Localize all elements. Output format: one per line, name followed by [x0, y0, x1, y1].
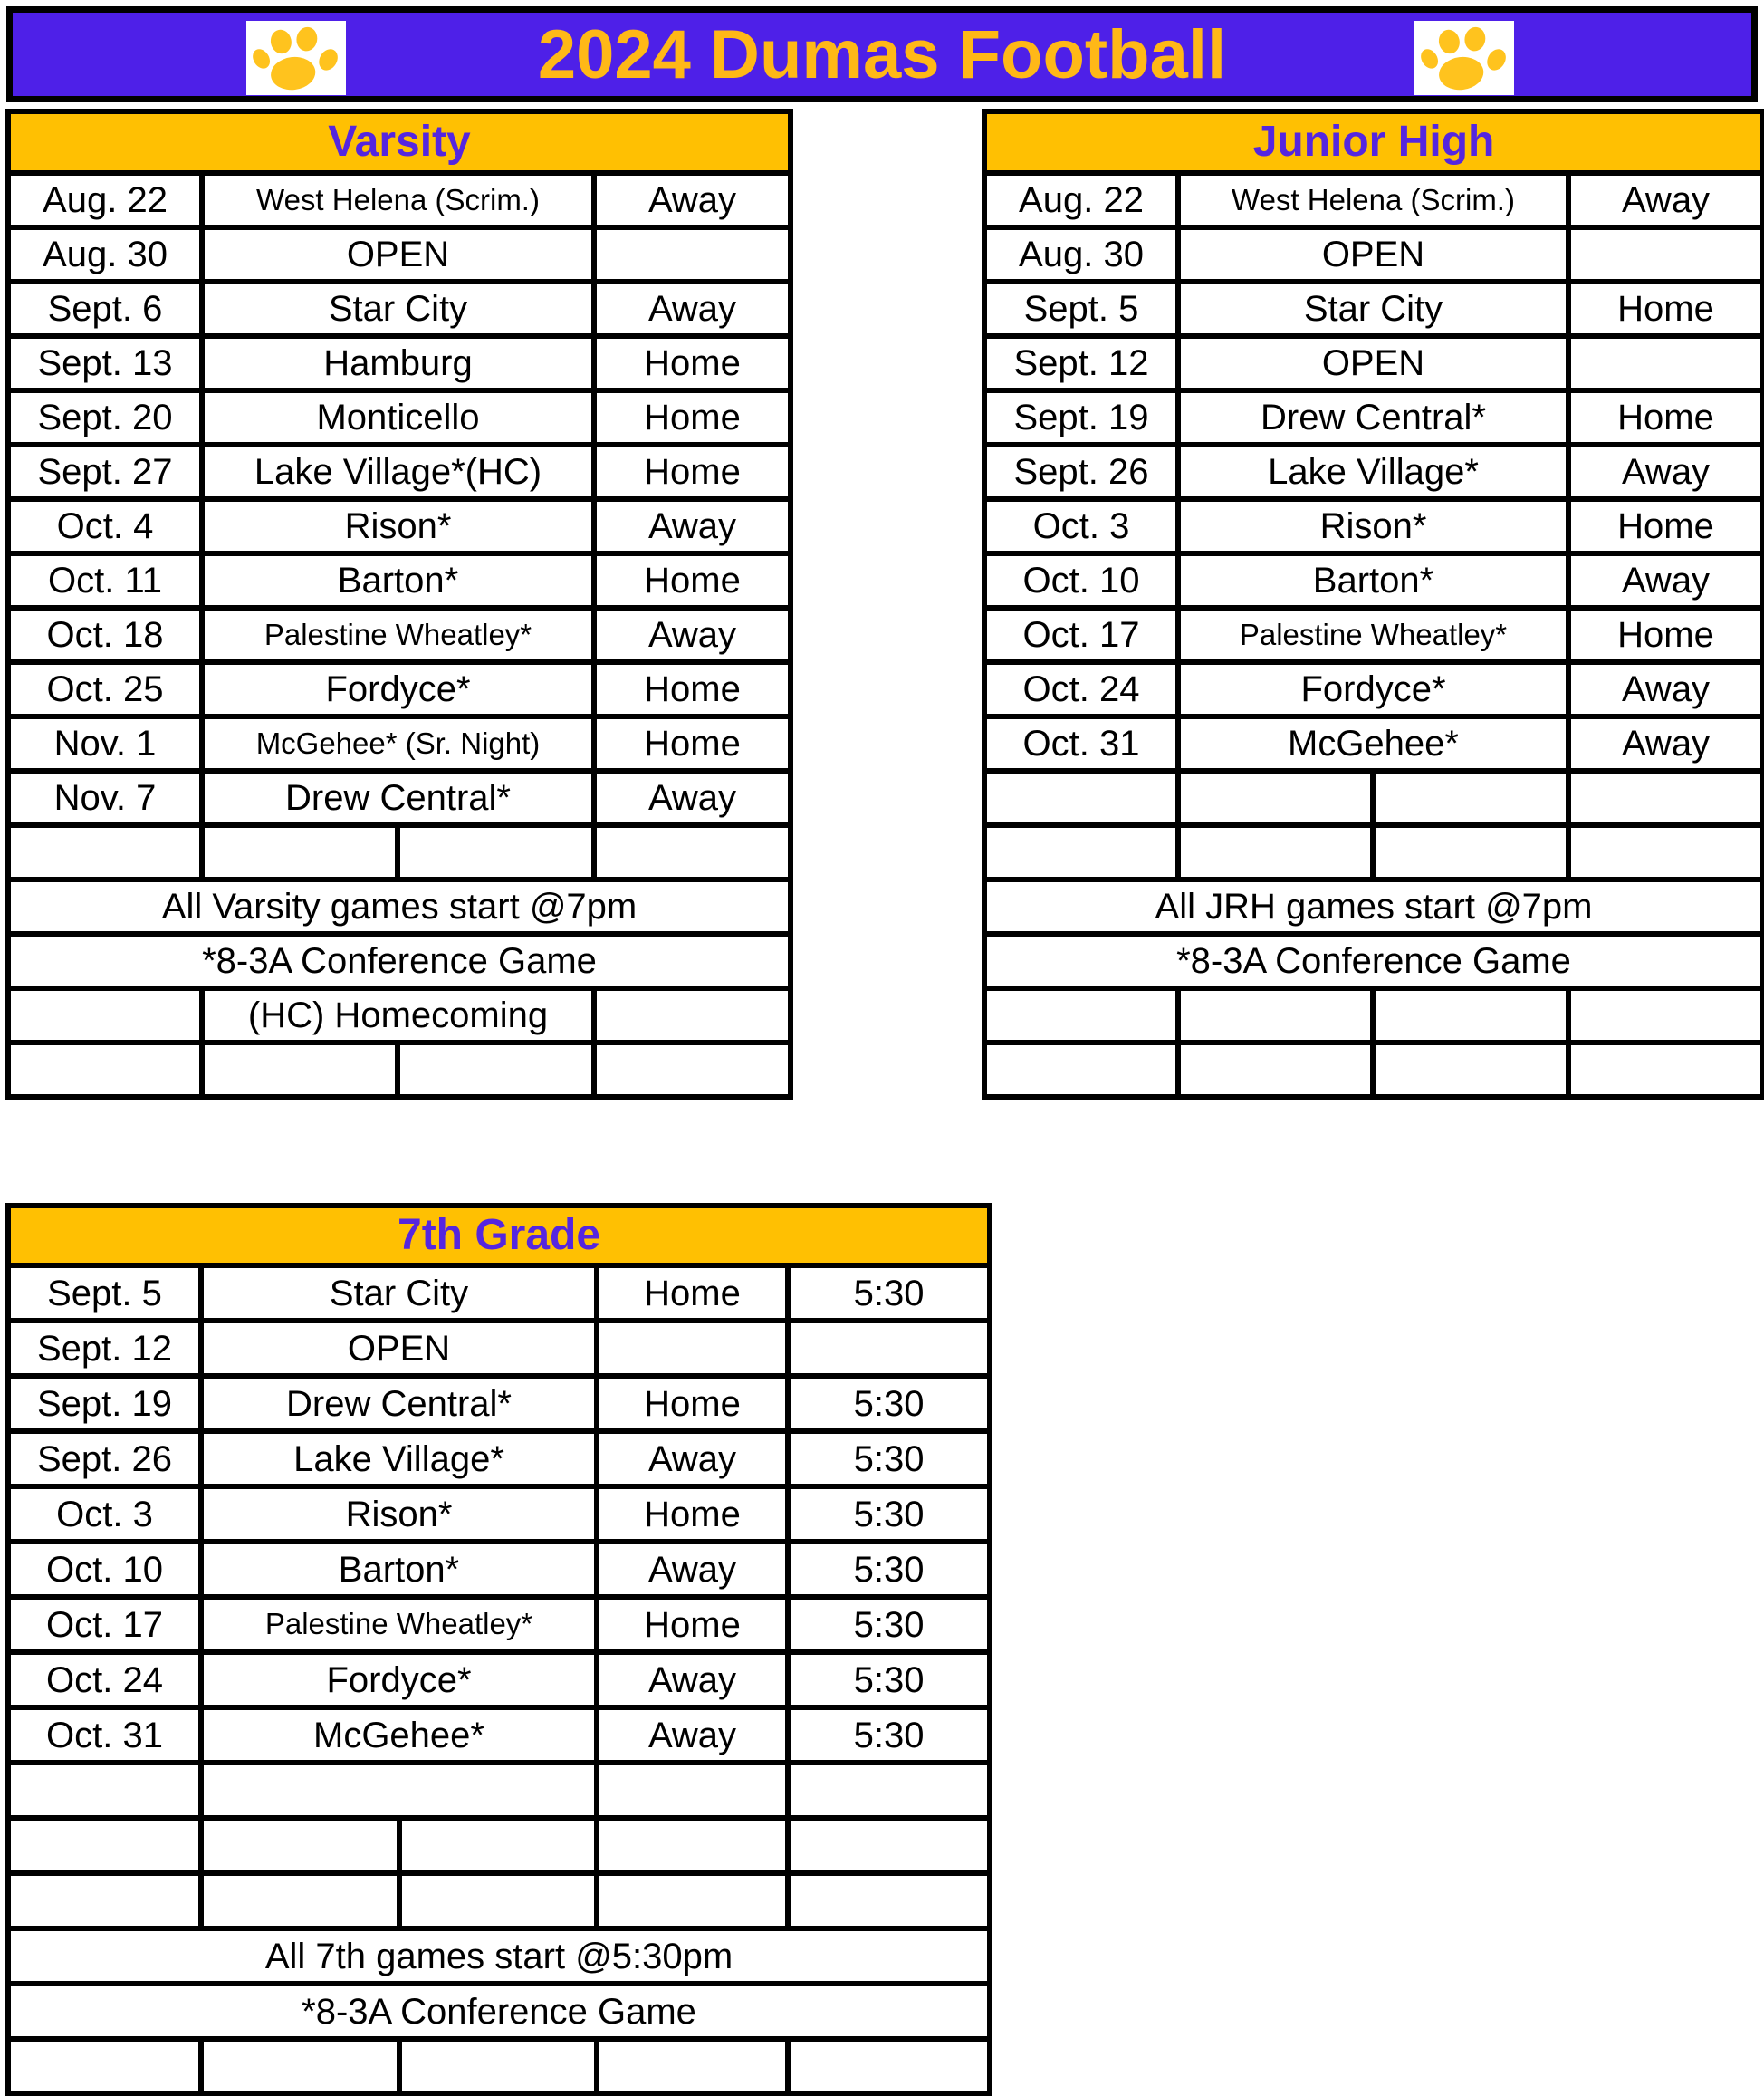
game-row [8, 1321, 990, 1376]
game-time: 5:30 [788, 1707, 990, 1763]
game-time: 5:30 [788, 1597, 990, 1652]
game-location: Away [594, 173, 791, 227]
varsity-note-conference: *8-3A Conference Game [8, 934, 791, 988]
empty-cell [597, 1763, 788, 1818]
game-location: Away [594, 499, 791, 553]
game-date: Oct. 10 [984, 553, 1178, 608]
note-row [8, 880, 791, 934]
empty-cell [1178, 825, 1373, 880]
game-opponent: Palestine Wheatley* [1178, 608, 1568, 662]
empty-cell [398, 825, 594, 880]
game-time [788, 1321, 990, 1376]
paw-icon [250, 24, 342, 91]
game-date: Aug. 30 [8, 227, 202, 282]
empty-cell [594, 1043, 791, 1097]
note-row [8, 934, 791, 988]
game-date: Oct. 31 [8, 1707, 201, 1763]
game-opponent: McGehee* [1178, 716, 1568, 771]
game-row [984, 282, 1763, 336]
empty-cell [8, 1763, 201, 1818]
game-opponent: Lake Village* [1178, 445, 1568, 499]
empty-cell [788, 1873, 990, 1928]
game-location: Home [594, 390, 791, 445]
game-opponent: Drew Central* [1178, 390, 1568, 445]
game-date: Oct. 24 [8, 1652, 201, 1707]
game-row [8, 1707, 990, 1763]
game-location: Away [597, 1542, 788, 1597]
empty-cell [984, 825, 1178, 880]
empty-cell [8, 1043, 202, 1097]
empty-cell [1373, 771, 1568, 825]
empty-cell [1373, 1043, 1568, 1097]
empty-row [8, 1818, 990, 1873]
game-row [984, 662, 1763, 716]
empty-cell [984, 1043, 1178, 1097]
game-opponent: Star City [202, 282, 594, 336]
note-row [984, 880, 1763, 934]
game-location: Home [1568, 499, 1763, 553]
game-date: Sept. 12 [984, 336, 1178, 390]
game-opponent: Drew Central* [202, 771, 594, 825]
seventh-note-conference: *8-3A Conference Game [8, 1984, 990, 2039]
game-opponent: Star City [201, 1265, 597, 1321]
empty-cell [201, 1873, 399, 1928]
empty-cell [1178, 1043, 1373, 1097]
game-row [984, 499, 1763, 553]
game-location: Home [597, 1597, 788, 1652]
empty-cell [594, 825, 791, 880]
paw-box-right [1414, 21, 1514, 95]
game-location [594, 227, 791, 282]
table-header-row [8, 111, 791, 173]
game-location: Away [597, 1431, 788, 1486]
game-location: Home [594, 445, 791, 499]
note-row [8, 988, 791, 1043]
empty-cell [1568, 988, 1763, 1043]
empty-cell [8, 1818, 201, 1873]
game-date: Oct. 18 [8, 608, 202, 662]
game-location: Home [594, 336, 791, 390]
game-row [8, 553, 791, 608]
game-location: Home [1568, 390, 1763, 445]
empty-cell [1373, 988, 1568, 1043]
varsity-header: Varsity [8, 111, 791, 173]
game-date: Sept. 12 [8, 1321, 201, 1376]
game-opponent: Barton* [201, 1542, 597, 1597]
game-row [984, 173, 1763, 227]
empty-cell [202, 825, 398, 880]
empty-row [8, 1763, 990, 1818]
varsity-note-homecoming: (HC) Homecoming [202, 988, 594, 1043]
empty-row [984, 771, 1763, 825]
empty-cell [399, 1873, 597, 1928]
game-row [8, 771, 791, 825]
game-location [1568, 336, 1763, 390]
game-time: 5:30 [788, 1486, 990, 1542]
game-date: Oct. 25 [8, 662, 202, 716]
empty-row [8, 1043, 791, 1097]
empty-cell [201, 1818, 399, 1873]
game-date: Sept. 27 [8, 445, 202, 499]
game-row [8, 1542, 990, 1597]
game-date: Oct. 3 [984, 499, 1178, 553]
empty-cell [594, 988, 791, 1043]
empty-row [8, 2039, 990, 2094]
game-location: Away [597, 1652, 788, 1707]
game-opponent: Rison* [201, 1486, 597, 1542]
game-opponent: Fordyce* [201, 1652, 597, 1707]
empty-cell [1568, 771, 1763, 825]
game-date: Sept. 19 [8, 1376, 201, 1431]
game-row [8, 499, 791, 553]
game-date: Sept. 5 [8, 1265, 201, 1321]
note-row [8, 1984, 990, 2039]
game-location: Home [597, 1486, 788, 1542]
game-date: Sept. 20 [8, 390, 202, 445]
game-row [984, 336, 1763, 390]
empty-cell [398, 1043, 594, 1097]
empty-cell [1178, 988, 1373, 1043]
game-opponent: Rison* [1178, 499, 1568, 553]
game-location: Away [594, 608, 791, 662]
game-date: Oct. 24 [984, 662, 1178, 716]
game-row [8, 390, 791, 445]
game-date: Nov. 1 [8, 716, 202, 771]
game-date: Oct. 10 [8, 1542, 201, 1597]
game-date: Oct. 3 [8, 1486, 201, 1542]
banner [6, 6, 1758, 102]
empty-cell [597, 1873, 788, 1928]
game-opponent: Lake Village*(HC) [202, 445, 594, 499]
game-time: 5:30 [788, 1652, 990, 1707]
game-opponent: West Helena (Scrim.) [1178, 173, 1568, 227]
game-date: Oct. 11 [8, 553, 202, 608]
jrh-note-start-time: All JRH games start @7pm [984, 880, 1763, 934]
page-title: 2024 Dumas Football [537, 15, 1227, 93]
game-date: Oct. 31 [984, 716, 1178, 771]
junior-high-header: Junior High [984, 111, 1763, 173]
game-date: Aug. 30 [984, 227, 1178, 282]
game-row [8, 1597, 990, 1652]
game-opponent: OPEN [202, 227, 594, 282]
table-header-row [984, 111, 1763, 173]
game-row [8, 1652, 990, 1707]
empty-cell [788, 1763, 990, 1818]
game-location: Away [1568, 445, 1763, 499]
game-row [984, 553, 1763, 608]
empty-cell [788, 1818, 990, 1873]
game-time: 5:30 [788, 1376, 990, 1431]
game-opponent: OPEN [1178, 227, 1568, 282]
empty-row [984, 1043, 1763, 1097]
game-date: Oct. 17 [8, 1597, 201, 1652]
game-opponent: Monticello [202, 390, 594, 445]
game-row [8, 1265, 990, 1321]
game-opponent: Fordyce* [1178, 662, 1568, 716]
game-row [8, 716, 791, 771]
game-date: Sept. 19 [984, 390, 1178, 445]
varsity-note-start-time: All Varsity games start @7pm [8, 880, 791, 934]
game-location: Away [1568, 173, 1763, 227]
jrh-note-conference: *8-3A Conference Game [984, 934, 1763, 988]
empty-cell [597, 2039, 788, 2094]
game-opponent: Lake Village* [201, 1431, 597, 1486]
game-opponent: Palestine Wheatley* [202, 608, 594, 662]
game-opponent: Fordyce* [202, 662, 594, 716]
game-opponent: OPEN [1178, 336, 1568, 390]
game-location: Away [594, 771, 791, 825]
game-opponent: Palestine Wheatley* [201, 1597, 597, 1652]
empty-row [984, 988, 1763, 1043]
game-row [8, 227, 791, 282]
game-opponent: McGehee* (Sr. Night) [202, 716, 594, 771]
game-row [8, 282, 791, 336]
empty-cell [984, 988, 1178, 1043]
game-row [984, 608, 1763, 662]
game-time: 5:30 [788, 1265, 990, 1321]
game-date: Sept. 13 [8, 336, 202, 390]
empty-cell [201, 2039, 399, 2094]
game-opponent: Hamburg [202, 336, 594, 390]
game-location [597, 1321, 788, 1376]
game-location: Away [1568, 662, 1763, 716]
game-location: Home [1568, 608, 1763, 662]
empty-cell [399, 1818, 597, 1873]
game-location: Home [594, 716, 791, 771]
game-opponent: Barton* [202, 553, 594, 608]
game-row [984, 390, 1763, 445]
note-row [984, 934, 1763, 988]
empty-cell [788, 2039, 990, 2094]
game-opponent: OPEN [201, 1321, 597, 1376]
game-date: Oct. 4 [8, 499, 202, 553]
game-row [8, 662, 791, 716]
game-location: Away [1568, 553, 1763, 608]
game-date: Sept. 6 [8, 282, 202, 336]
game-date: Sept. 5 [984, 282, 1178, 336]
note-row [8, 1928, 990, 1984]
game-row [8, 1486, 990, 1542]
game-row [984, 716, 1763, 771]
game-date: Sept. 26 [8, 1431, 201, 1486]
game-location: Away [597, 1707, 788, 1763]
game-location: Away [594, 282, 791, 336]
game-date: Aug. 22 [8, 173, 202, 227]
game-row [8, 608, 791, 662]
empty-row [8, 825, 791, 880]
game-opponent: Star City [1178, 282, 1568, 336]
empty-cell [1568, 825, 1763, 880]
game-opponent: Drew Central* [201, 1376, 597, 1431]
junior-high-table [982, 109, 1764, 1100]
game-opponent: Rison* [202, 499, 594, 553]
empty-cell [984, 771, 1178, 825]
empty-cell [1373, 825, 1568, 880]
game-date: Nov. 7 [8, 771, 202, 825]
paw-box-left [246, 21, 346, 95]
game-location: Home [594, 553, 791, 608]
game-row [8, 173, 791, 227]
empty-row [984, 825, 1763, 880]
game-row [984, 445, 1763, 499]
seventh-grade-header: 7th Grade [8, 1206, 990, 1265]
game-row [8, 445, 791, 499]
empty-cell [8, 988, 202, 1043]
empty-row [8, 1873, 990, 1928]
game-opponent: Barton* [1178, 553, 1568, 608]
varsity-table [5, 109, 793, 1100]
empty-cell [1178, 771, 1373, 825]
empty-cell [399, 2039, 597, 2094]
empty-cell [201, 1763, 597, 1818]
game-location: Away [1568, 716, 1763, 771]
game-location: Home [597, 1376, 788, 1431]
seventh-grade-table [5, 1203, 992, 2096]
game-location [1568, 227, 1763, 282]
empty-cell [8, 825, 202, 880]
game-date: Oct. 17 [984, 608, 1178, 662]
empty-cell [202, 1043, 398, 1097]
empty-cell [8, 2039, 201, 2094]
game-location: Home [1568, 282, 1763, 336]
empty-cell [8, 1873, 201, 1928]
game-location: Home [597, 1265, 788, 1321]
game-row [8, 1376, 990, 1431]
game-date: Aug. 22 [984, 173, 1178, 227]
game-time: 5:30 [788, 1431, 990, 1486]
paw-icon [1418, 24, 1510, 91]
game-opponent: West Helena (Scrim.) [202, 173, 594, 227]
empty-cell [597, 1818, 788, 1873]
game-date: Sept. 26 [984, 445, 1178, 499]
game-location: Home [594, 662, 791, 716]
table-header-row [8, 1206, 990, 1265]
empty-cell [1568, 1043, 1763, 1097]
game-opponent: McGehee* [201, 1707, 597, 1763]
game-time: 5:30 [788, 1542, 990, 1597]
game-row [984, 227, 1763, 282]
seventh-note-start-time: All 7th games start @5:30pm [8, 1928, 990, 1984]
game-row [8, 1431, 990, 1486]
game-row [8, 336, 791, 390]
